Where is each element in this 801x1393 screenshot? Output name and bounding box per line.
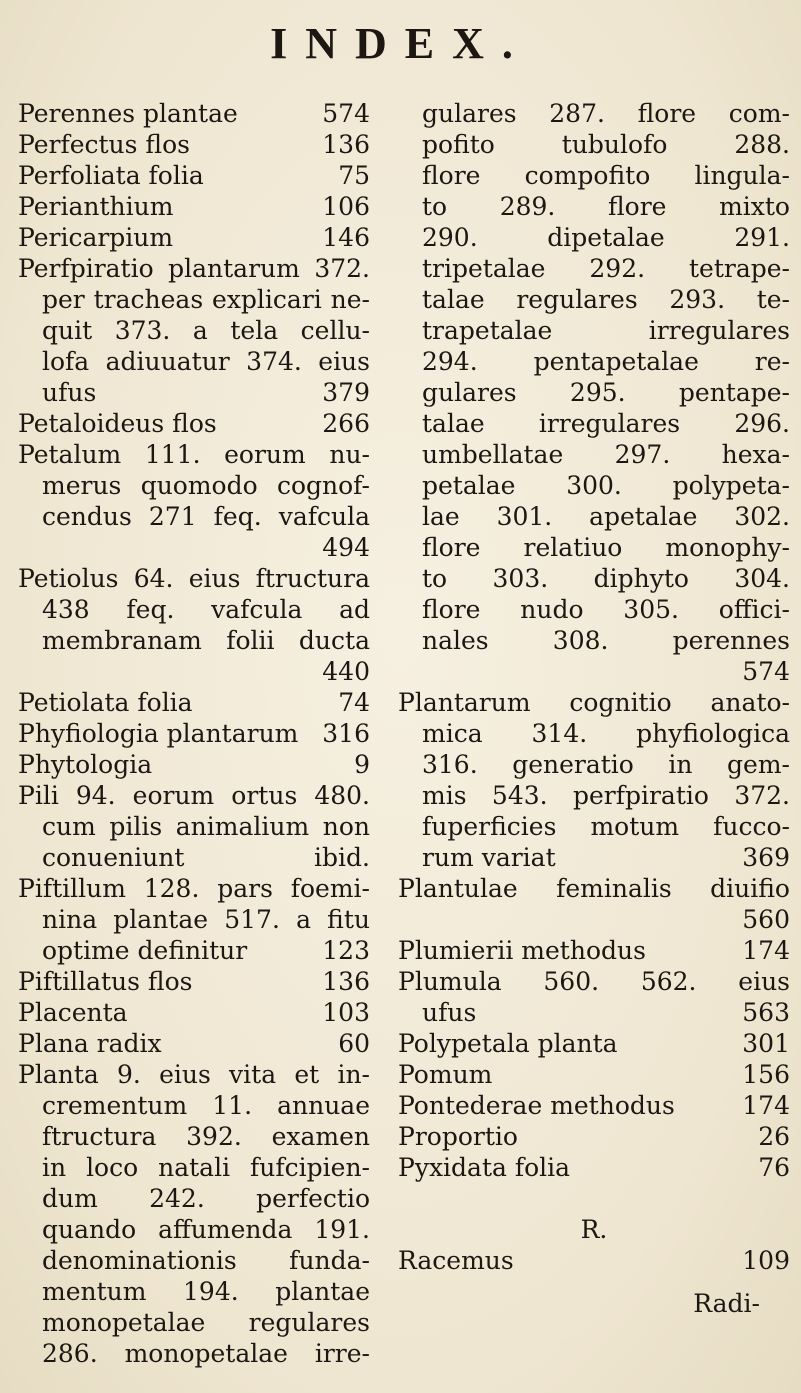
index-entry: [18, 1276, 370, 1307]
entry-text: quando affumenda 191.: [42, 1215, 370, 1244]
section-letter: [398, 1214, 790, 1245]
index-entry: [398, 749, 790, 780]
index-entry: [398, 191, 790, 222]
index-entry: [398, 532, 790, 563]
index-entry: [18, 1152, 370, 1183]
entry-text: merus quomodo cognof-: [42, 471, 370, 500]
index-entry: [18, 129, 370, 160]
entry-page-number: 76: [758, 1153, 790, 1182]
right-column-entries: [398, 98, 790, 1183]
entry-text: monopetalae regulares: [42, 1308, 370, 1337]
entry-page-number: 136: [322, 130, 370, 159]
entry-text: membranam folii ducta: [42, 626, 370, 655]
entry-text: Plana radix: [18, 1029, 162, 1058]
index-entry: [398, 718, 790, 749]
index-entry: [398, 594, 790, 625]
entry-text: crementum 11. annuae: [42, 1091, 370, 1120]
entry-page-number: 26: [758, 1122, 790, 1151]
index-entry: [398, 873, 790, 904]
entry-text: gulares 295. pentape-: [422, 378, 790, 407]
entry-text: Perennes plantae: [18, 99, 238, 128]
index-entry: [18, 563, 370, 594]
entry-text: Pomum: [398, 1060, 493, 1089]
index-entry: [398, 1121, 790, 1152]
entry-page-number: ibid.: [314, 843, 370, 872]
entry-text: nales 308. perennes: [422, 626, 790, 655]
index-entry: [398, 687, 790, 718]
entry-page-number: 563: [742, 998, 790, 1027]
index-entry: [18, 284, 370, 315]
index-entry: [398, 284, 790, 315]
entry-page-number: 266: [322, 409, 370, 438]
entry-text: Phytologia: [18, 750, 153, 779]
index-entry: [18, 625, 370, 656]
entry-text: Pili 94. eorum ortus 480.: [18, 781, 370, 810]
entry-text: Plumula 560. 562. eius: [398, 967, 790, 996]
entry-text: pofito tubulofo 288.: [422, 130, 790, 159]
index-entry: [398, 842, 790, 873]
entry-text: denominationis funda-: [42, 1246, 370, 1275]
entry-text: Petaloideus flos: [18, 409, 217, 438]
index-entry: [398, 377, 790, 408]
entry-text: mica 314. phyfiologica: [422, 719, 790, 748]
entry-text: Piftillatus flos: [18, 967, 193, 996]
entry-text: 316. generatio in gem-: [422, 750, 790, 779]
entry-text: trapetalae irregulares: [422, 316, 790, 345]
entry-text: talae irregulares 296.: [422, 409, 790, 438]
entry-page-number: 369: [742, 843, 790, 872]
index-entry: [18, 594, 370, 625]
entry-text: Planta 9. eius vita et in-: [18, 1060, 370, 1089]
entry-page-number: 156: [742, 1060, 790, 1089]
index-entry: [18, 1338, 370, 1369]
entry-text: Racemus: [398, 1246, 514, 1275]
index-entry: [18, 253, 370, 284]
entry-text: 438 feq. vafcula ad: [42, 595, 370, 624]
index-entry: [18, 222, 370, 253]
entry-text: flore compofito lingula-: [422, 161, 790, 190]
index-entry: [18, 470, 370, 501]
index-entry: [18, 935, 370, 966]
index-entry: [18, 315, 370, 346]
index-entry: [18, 532, 370, 563]
entry-page-number: 301: [742, 1029, 790, 1058]
entry-page-number: 560: [742, 905, 790, 934]
entry-text: umbellatae 297. hexa-: [422, 440, 790, 469]
index-entry: [18, 1307, 370, 1338]
catchword-text: Radi-: [693, 1289, 760, 1318]
entry-text: ftructura 392. examen: [42, 1122, 370, 1151]
index-entry: [18, 98, 370, 129]
entry-page-number: 174: [742, 936, 790, 965]
index-entry: [398, 98, 790, 129]
index-entry: [18, 966, 370, 997]
entry-text: Perianthium: [18, 192, 174, 221]
entry-page-number: 574: [742, 657, 790, 686]
index-entry: [398, 315, 790, 346]
entry-text: optime definitur: [42, 936, 248, 965]
entry-text: 286. monopetalae irre-: [42, 1339, 370, 1368]
entry-text: cendus 271 feq. vafcula: [42, 502, 370, 531]
index-entry: [398, 408, 790, 439]
index-entry: [18, 842, 370, 873]
entry-page-number: 60: [338, 1029, 370, 1058]
entry-page-number: 75: [338, 161, 370, 190]
index-entry: [18, 811, 370, 842]
entry-text: talae regulares 293. te-: [422, 285, 790, 314]
entry-page-number: 146: [322, 223, 370, 252]
entry-text: to 303. diphyto 304.: [422, 564, 790, 593]
index-entry: [18, 997, 370, 1028]
entry-text: mis 543. perfpiratio 372.: [422, 781, 790, 810]
entry-text: Petiolus 64. eius ftructura: [18, 564, 370, 593]
entry-text: Phyfiologia plantarum: [18, 719, 299, 748]
index-entry: [18, 1245, 370, 1276]
entry-text: lae 301. apetalae 302.: [422, 502, 790, 531]
index-entry: [18, 408, 370, 439]
index-entry: [398, 160, 790, 191]
index-entry: [398, 1090, 790, 1121]
index-entry: [18, 656, 370, 687]
index-entry: [398, 656, 790, 687]
index-entry: [18, 1028, 370, 1059]
entry-text: flore relatiuo monophy-: [422, 533, 790, 562]
entry-page-number: 174: [742, 1091, 790, 1120]
entry-text: dum 242. perfectio: [42, 1184, 370, 1213]
entry-text: ufus: [42, 378, 97, 407]
entry-text: cum pilis animalium non: [42, 812, 370, 841]
left-column: [18, 98, 370, 1369]
entry-page-number: 494: [322, 533, 370, 562]
entry-text: to 289. flore mixto: [422, 192, 790, 221]
index-header: INDEX.: [270, 19, 531, 68]
entry-page-number: 123: [322, 936, 370, 965]
entry-text: Pyxidata folia: [398, 1153, 571, 1182]
entry-text: 294. pentapetalae re-: [422, 347, 790, 376]
entry-text: Pontederae methodus: [398, 1091, 675, 1120]
entry-page-number: 9: [354, 750, 370, 779]
entry-page-number: 574: [322, 99, 370, 128]
index-entry: [18, 346, 370, 377]
entry-text: Petalum 111. eorum nu-: [18, 440, 370, 469]
entry-text: Perfectus flos: [18, 130, 190, 159]
index-entry: [398, 1245, 790, 1276]
entry-page-number: 136: [322, 967, 370, 996]
index-entry: [398, 222, 790, 253]
index-entry: [398, 904, 790, 935]
entry-page-number: 440: [322, 657, 370, 686]
right-column-after-entries: [398, 1245, 790, 1276]
entry-page-number: 103: [322, 998, 370, 1027]
entry-text: Perfpiratio plantarum 372.: [18, 254, 370, 283]
entry-text: Plumierii methodus: [398, 936, 646, 965]
index-entry: [18, 1214, 370, 1245]
index-entry: [18, 904, 370, 935]
entry-text: mentum 194. plantae: [42, 1277, 370, 1306]
entry-page-number: 106: [322, 192, 370, 221]
index-entry: [398, 625, 790, 656]
index-entry: [398, 253, 790, 284]
index-entry: [398, 1059, 790, 1090]
entry-text: fuperficies motum fucco-: [422, 812, 790, 841]
entry-text: nina plantae 517. a fitu: [42, 905, 370, 934]
index-entry: [18, 501, 370, 532]
entry-page-number: 379: [322, 378, 370, 407]
entry-page-number: 316: [322, 719, 370, 748]
entry-text: Pericarpium: [18, 223, 174, 252]
entry-text: gulares 287. flore com-: [422, 99, 790, 128]
entry-text: lofa adiuuatur 374. eius: [42, 347, 370, 376]
entry-text: Plantulae feminalis diuifio: [398, 874, 790, 903]
entry-text: ufus: [422, 998, 477, 1027]
spacer: [398, 1183, 790, 1214]
entry-text: Placenta: [18, 998, 128, 1027]
entry-text: Piftillum 128. pars foemi-: [18, 874, 370, 903]
entry-text: flore nudo 305. offici-: [422, 595, 790, 624]
index-entry: [398, 346, 790, 377]
section-letter-text: R.: [580, 1215, 608, 1244]
index-entry: [18, 687, 370, 718]
index-entry: [18, 160, 370, 191]
index-entry: [398, 997, 790, 1028]
entry-text: tripetalae 292. tetrape-: [422, 254, 790, 283]
index-entry: [398, 501, 790, 532]
index-entry: [18, 718, 370, 749]
index-entry: [18, 780, 370, 811]
index-entry: [18, 873, 370, 904]
entry-text: Petiolata folia: [18, 688, 193, 717]
entry-text: conueniunt: [42, 843, 185, 872]
entry-page-number: 109: [742, 1246, 790, 1275]
index-entry: [398, 439, 790, 470]
entry-text: per tracheas explicari ne-: [42, 285, 370, 314]
index-entry: [398, 811, 790, 842]
entry-text: Proportio: [398, 1122, 518, 1151]
index-entry: [18, 191, 370, 222]
index-entry: [18, 1090, 370, 1121]
entry-text: quit 373. a tela cellu-: [42, 316, 370, 345]
right-column: [398, 98, 790, 1319]
entry-text: rum variat: [422, 843, 556, 872]
entry-page-number: 74: [338, 688, 370, 717]
index-entry: [398, 1028, 790, 1059]
index-entry: [398, 780, 790, 811]
entry-text: Plantarum cognitio anato-: [398, 688, 790, 717]
entry-text: in loco natali fufcipien-: [42, 1153, 370, 1182]
index-entry: [18, 1183, 370, 1214]
index-entry: [18, 749, 370, 780]
index-entry: [398, 1152, 790, 1183]
index-entry: [398, 470, 790, 501]
entry-text: 290. dipetalae 291.: [422, 223, 790, 252]
index-entry: [398, 935, 790, 966]
index-entry: [398, 129, 790, 160]
entry-text: Polypetala planta: [398, 1029, 618, 1058]
catchword: [398, 1288, 790, 1319]
index-entry: [18, 377, 370, 408]
index-entry: [398, 563, 790, 594]
index-entry: [18, 439, 370, 470]
index-entry: [18, 1059, 370, 1090]
index-entry: [18, 1121, 370, 1152]
index-entry: [398, 966, 790, 997]
entry-text: petalae 300. polypeta-: [422, 471, 790, 500]
entry-text: Perfoliata folia: [18, 161, 204, 190]
